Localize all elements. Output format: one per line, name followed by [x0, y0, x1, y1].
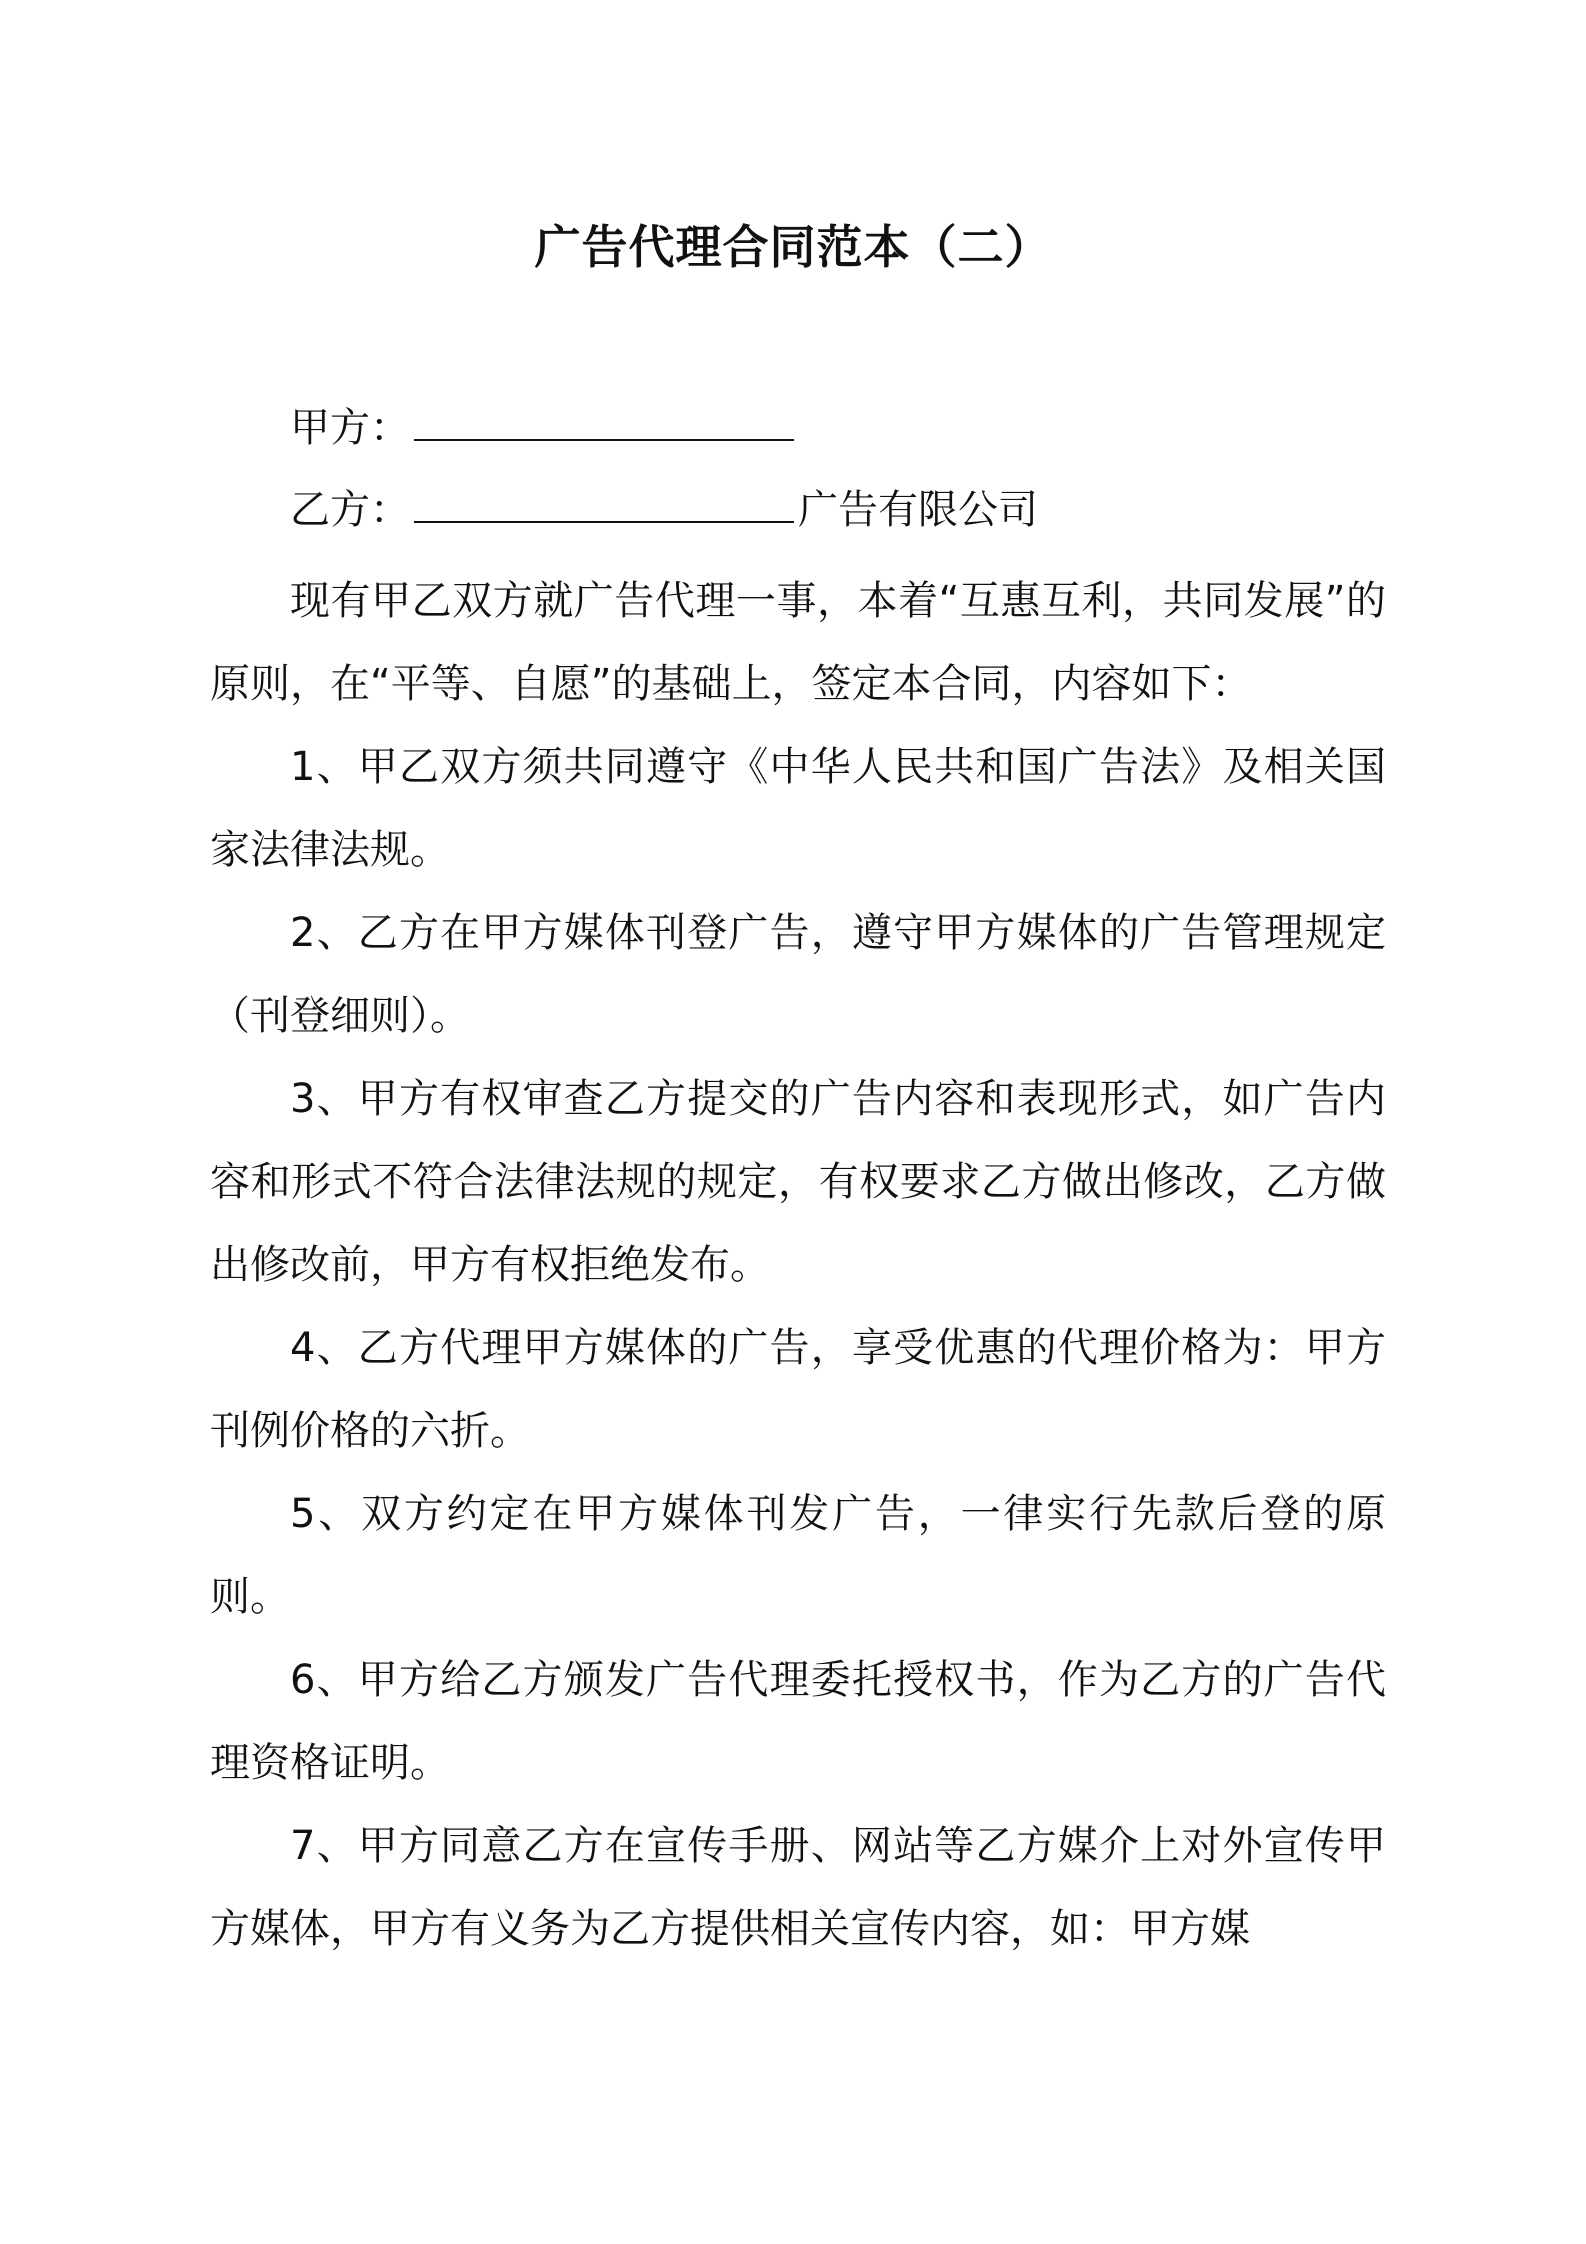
party-b-suffix: 广告有限公司 — [798, 487, 1038, 533]
document-title: 广告代理合同范本（二） — [534, 220, 1052, 274]
party-b-label: 乙方： — [290, 487, 410, 533]
clause-7: 7、甲方同意乙方在宣传手册、网站等乙方媒介上对外宣传甲方媒体，甲方有义务为乙方提供相关宣传内容，如：甲方媒 — [210, 1823, 1386, 1952]
clause-3: 3、甲方有权审查乙方提交的广告内容和表现形式，如广告内容和形式不符合法律法规的规定，有权要求乙方做出修改，乙方做出修改前，甲方有权拒绝发布。 — [210, 1076, 1386, 1288]
party-a-blank — [414, 399, 794, 441]
clause-1: 1、甲乙双方须共同遵守《中华人民共和国广告法》及相关国家法律法规。 — [210, 744, 1386, 873]
clause-6: 6、甲方给乙方颁发广告代理委托授权书，作为乙方的广告代理资格证明。 — [210, 1657, 1386, 1786]
party-a-label: 甲方： — [290, 405, 410, 451]
clause-2: 2、乙方在甲方媒体刊登广告，遵守甲方媒体的广告管理规定（刊登细则）。 — [210, 910, 1386, 1039]
clause-5: 5、双方约定在甲方媒体刊发广告，一律实行先款后登的原则。 — [210, 1491, 1386, 1620]
intro-paragraph: 现有甲乙双方就广告代理一事，本着“互惠互利，共同发展”的原则，在“平等、自愿”的基础上，签定本合同，内容如下： — [210, 578, 1386, 707]
party-a-line — [290, 398, 798, 458]
party-b-line — [290, 480, 1038, 540]
clause-4: 4、乙方代理甲方媒体的广告，享受优惠的代理价格为：甲方刊例价格的六折。 — [210, 1325, 1386, 1454]
party-b-blank — [414, 481, 794, 523]
contract-body — [210, 560, 1386, 1971]
